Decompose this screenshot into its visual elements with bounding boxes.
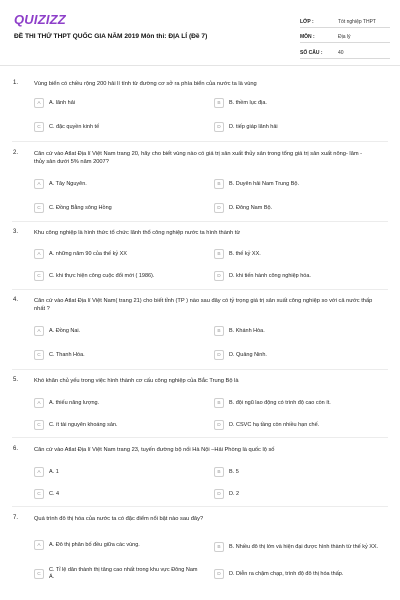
option-text: D. CSVC hạ tầng còn nhiều hạn chế. [229,421,320,428]
option-text: B. Duyên hải Nam Trung Bộ. [229,180,300,187]
question-number: 5. [13,377,19,383]
question-text: Khó khăn chủ yếu trong việc hình thành cơ cấu công nghiệp của Bắc Trung Bộ là [34,378,239,384]
meta-value: Địa lý [338,34,351,40]
meta-row-count [300,43,390,59]
question-text: Căn cứ vào Atlat Địa lí Việt Nam trang 23, tuyến đường bộ nối Hà Nội –Hải Phòng là quốc lộ số [34,447,275,453]
option-letter-box: B [214,98,224,108]
meta-label: MÔN : [300,34,315,40]
meta-row-class [300,12,390,28]
option-text: C. Thanh Hóa. [49,351,85,358]
option-letter-box: C [34,271,44,281]
option-a[interactable] [34,247,202,261]
option-b[interactable] [214,247,382,261]
option-d[interactable] [214,269,382,283]
question-number: 4. [13,297,19,303]
question-text: Khu công nghiệp là hình thức tổ chức lãnh thổ công nghiệp nước ta hình thành từ [34,230,241,236]
option-text: D. 2 [229,490,240,497]
option-c[interactable] [34,269,202,283]
option-a[interactable] [34,465,202,479]
option-letter-box: A [34,98,44,108]
option-text: B. thềm lục địa. [229,99,267,106]
option-c[interactable] [34,348,202,362]
question-divider [12,221,388,222]
meta-value: Tốt nghiệp THPT [338,18,376,25]
option-text: C. Tỉ lệ dân thành thị tăng cao nhất trong khu vực Đông Nam Á. [49,567,198,580]
option-letter-box: C [34,122,44,132]
option-text: D. Quảng Ninh. [229,351,267,358]
option-letter-box: B [214,249,224,259]
option-text: C. đặc quyền kinh tế [49,123,100,130]
question-number: 2. [13,150,19,156]
option-text: B. 5 [229,468,239,475]
question-text: Quá trình đô thị hóa của nước ta có đặc điểm nổi bật nào sau đây? [34,516,204,522]
option-letter-box: B [214,542,224,552]
question-text: Căn cứ vào Atlat Địa lí Việt Nam( trang 21) cho biết tỉnh (TP ) nào sau đây có tỷ trọng giá trị sản xuất công nghiệp so với cả nước thấp nhất ? [34,298,373,312]
meta-label: SỐ CÂU : [300,49,323,56]
option-letter-box: A [34,467,44,477]
question-divider [12,437,388,438]
option-text: B. Nhiều đô thị lớn và hiện đại được hình thành từ thế kỷ XX. [229,543,379,550]
option-text: D. khi tiến hành công nghiệp hóa. [229,272,311,279]
option-text: B. thế kỷ XX. [229,250,261,257]
option-b[interactable] [214,324,382,338]
exam-title: ĐỀ THI THỬ THPT QUỐC GIA NĂM 2019 Môn thi: ĐỊA LÍ (Đề 7) [14,33,208,40]
option-b[interactable] [214,465,382,479]
option-text: A. thiếu năng lượng. [49,399,100,406]
option-d[interactable] [214,567,382,581]
option-c[interactable] [34,565,202,583]
question-number: 3. [13,229,19,235]
option-letter-box: C [34,489,44,499]
option-letter-box: C [34,350,44,360]
exam-meta-panel [300,12,390,59]
question-number: 7. [13,515,19,521]
question-divider [12,289,388,290]
option-letter-box: B [214,467,224,477]
option-letter-box: D [214,350,224,360]
option-b[interactable] [214,538,382,556]
option-text: C. Đồng Bằng sông Hồng [49,204,112,211]
option-text: A. 1 [49,468,59,475]
option-a[interactable] [34,396,202,410]
option-a[interactable] [34,538,202,552]
option-letter-box: D [214,420,224,430]
option-letter-box: A [34,179,44,189]
option-text: A. Đồng Nai. [49,327,81,334]
option-text: A. những năm 90 của thế kỷ XX [49,250,127,257]
option-letter-box: A [34,326,44,336]
option-text: B. Khánh Hòa. [229,327,265,334]
question-divider [12,141,388,142]
option-text: B. đội ngũ lao động có trình độ cao còn ít. [229,399,331,406]
option-text: C. ít tài nguyên khoáng sản. [49,421,118,428]
option-text: D. tiếp giáp lãnh hải [229,123,278,130]
option-letter-box: A [34,398,44,408]
option-letter-box: D [214,271,224,281]
option-c[interactable] [34,201,202,215]
option-letter-box: C [34,203,44,213]
option-letter-box: B [214,179,224,189]
option-a[interactable] [34,96,202,110]
option-letter-box: B [214,398,224,408]
option-c[interactable] [34,487,202,501]
option-text: A. Tây Nguyên. [49,180,87,187]
option-letter-box: B [214,326,224,336]
option-a[interactable] [34,324,202,338]
option-text: A. Đô thị phân bố đều giữa các vùng. [49,541,140,548]
option-c[interactable] [34,120,202,134]
option-letter-box: A [34,249,44,259]
option-c[interactable] [34,418,202,432]
question-number: 6. [13,446,19,452]
question-divider [12,369,388,370]
meta-label: LỚP : [300,18,314,25]
option-text: A. lãnh hải [49,99,75,106]
quizizz-logo: QUIZIZZ [14,12,66,27]
option-d[interactable] [214,487,382,501]
option-letter-box: D [214,569,224,579]
option-letter-box: C [34,420,44,430]
option-text: C. 4 [49,490,60,497]
option-b[interactable] [214,96,382,110]
option-d[interactable] [214,120,382,134]
option-b[interactable] [214,177,382,191]
question-text: Vùng biển có chiều rộng 200 hải lí tính từ đường cơ sở ra phía biển của nước ta là vùng [34,81,257,87]
option-a[interactable] [34,177,202,191]
meta-row-subject [300,28,390,44]
question-text: Căn cứ vào Atlat Địa lí Việt Nam trang 20, hãy cho biết vùng nào có giá trị sản xuất thủy sản trong tổng giá trị sản xuất nông- lâm - thủy sản dưới 5% năm 2007? [34,151,363,165]
option-text: D. Đông Nam Bộ. [229,204,273,211]
option-text: C. khi thực hiện công cuộc đổi mới ( 1986). [49,272,155,279]
option-letter-box: D [214,203,224,213]
question-number: 1. [13,80,19,86]
header-divider [0,65,400,66]
question-divider [12,506,388,507]
option-letter-box: D [214,489,224,499]
option-letter-box: C [34,569,44,579]
option-d[interactable] [214,348,382,362]
option-text: D. Diễn ra chậm chạp, trình độ đô thị hóa thấp. [229,570,344,577]
option-b[interactable] [214,396,382,410]
meta-value: 40 [338,49,344,56]
option-letter-box: A [34,540,44,550]
option-d[interactable] [214,418,382,432]
option-d[interactable] [214,201,382,215]
option-letter-box: D [214,122,224,132]
